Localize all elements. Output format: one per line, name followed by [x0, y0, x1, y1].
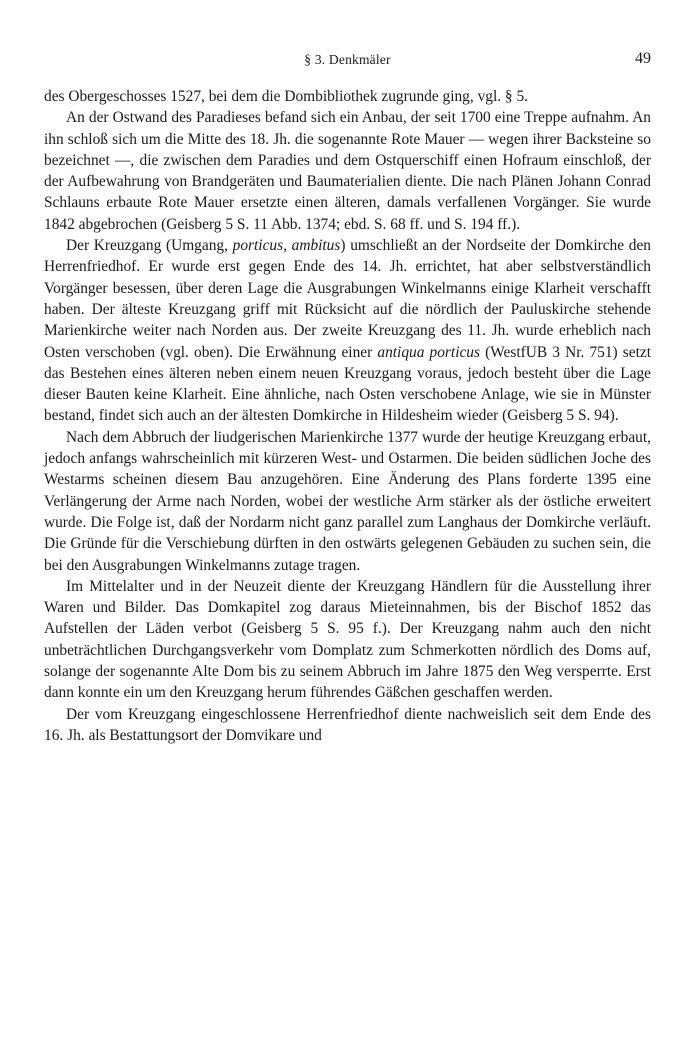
paragraph	[44, 107, 651, 235]
paragraph-text: Im Mittelalter und in der Neuzeit diente der Kreuzgang Händlern für die Ausstellung ihrer Waren und Bilder. Das Domkapitel zog daraus Mieteinnahmen, bis der Bischof 1852 das Aufstellen der Läden verbot (Geisberg 5 S. 95 f.). Der Kreuzgang nahm auch den nicht unbeträchtlichen Durchgangsverkehr vom Domplatz zum Schmerkotten nördlich des Doms auf, solange der sogenannte Alte Dom bis zu seinem Abbruch im Jahre 1875 den Weg versperrte. Erst dann konnte ein um den Kreuzgang herum führendes Gäßchen geschaffen werden.	[44, 577, 651, 702]
section-title: § 3. Denkmäler	[304, 52, 391, 67]
page-number: 49	[635, 50, 651, 67]
body-text	[44, 86, 651, 746]
paragraph-text: Der vom Kreuzgang eingeschlossene Herrenfriedhof diente nachweislich seit dem Ende des 16. Jh. als Bestattungsort der Domvikare und	[44, 705, 651, 744]
paragraph	[44, 704, 651, 747]
paragraph	[44, 235, 651, 427]
paragraph-text: ) umschließt an der Nordseite der Domkirche den Herrenfriedhof. Er wurde erst gegen Ende des 14. Jh. errichtet, hat aber selbstverständlich Vorgänger besessen, über deren Lage die Ausgrabungen Winkelmanns einige Klarheit verschafft haben. Der älteste Kreuzgang griff mit Rücksicht auf die nördlich der Pauluskirche stehende Marienkirche weiter nach Norden aus. Der zweite Kreuzgang des 11. Jh. wurde erheblich nach Osten verschoben (vgl. oben). Die Erwähnung einer	[44, 237, 651, 361]
paragraph	[44, 427, 651, 576]
paragraph-text: Der Kreuzgang (Umgang,	[66, 237, 233, 255]
paragraph	[44, 86, 651, 107]
running-head	[44, 50, 651, 74]
paragraph-text: Nach dem Abbruch der liudgerischen Marienkirche 1377 wurde der heutige Kreuzgang erbaut, jedoch anfangs wahrscheinlich mit kürzeren West- und Ostarmen. Die beiden südlichen Joche des Westarms scheinen diesem Bau anzugehören. Eine Änderung des Plans forderte 1395 eine Verlängerung der Arme nach Norden, wobei der westliche Arm stärker als der östliche erweitert wurde. Die Folge ist, daß der Nordarm nicht ganz parallel zum Langhaus der Domkirche verläuft. Die Gründe für die Verschiebung dürften in den ostwärts gelegenen Gebäuden zu suchen sein, die bei den Ausgrabungen Winkelmanns zutage tragen.	[44, 428, 651, 574]
paragraph-text: An der Ostwand des Paradieses befand sich ein Anbau, der seit 1700 eine Treppe aufnahm. An ihn schloß sich um die Mitte des 18. Jh. die sogenannte Rote Mauer — wegen ihrer Backsteine so bezeichnet —, die zwischen dem Paradies und dem Ostquerschiff einen Hofraum einschloß, der der Aufbewahrung von Brandgeräten und Baumaterialien diente. Die nach Plänen Johann Conrad Schlauns erbaute Rote Mauer ersetzte einen älteren, damals verfallenen Vorgänger. Sie wurde 1842 abgebrochen (Geisberg 5 S. 11 Abb. 1374; ebd. S. 68 ff. und S. 194 ff.).	[44, 109, 651, 233]
italic-text: antiqua porticus	[377, 343, 480, 361]
paragraph-text: (WestfUB 3 Nr. 751) setzt das Bestehen eines älteren neben einem neuen Kreuzgang voraus, jedoch besteht über die Lage dieser Bauten keine Klarheit. Eine ähnliche, nach Osten verschobene Anlage, wie sie in Münster bestand, findet sich auch an der ältesten Domkirche in Hildesheim wieder (Geisberg 5 S. 94).	[44, 343, 652, 425]
paragraph	[44, 576, 651, 704]
italic-text: porticus, ambitus	[232, 237, 341, 255]
paragraph-text: des Obergeschosses 1527, bei dem die Dombibliothek zugrunde ging, vgl. § 5.	[44, 88, 529, 105]
